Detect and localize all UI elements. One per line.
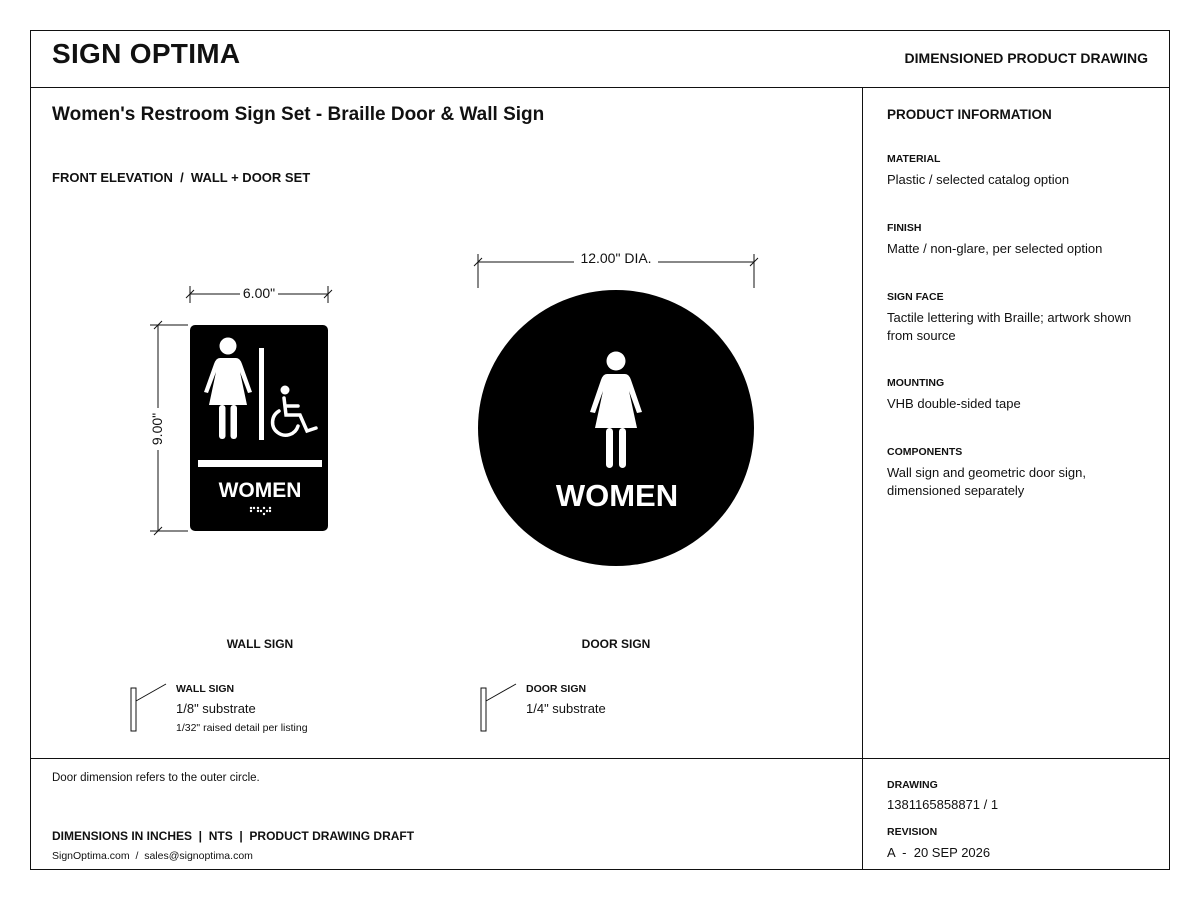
wall-sign-caption: WALL SIGN [226,637,294,651]
wall-detail-label: WALL SIGN [176,683,235,695]
panel-divider [862,87,863,870]
wall-substrate-detail [131,684,166,731]
door-sign [478,290,754,566]
wall-sign-rule [198,460,322,467]
wall-detail-note: 1/32" raised detail per listing [176,722,308,734]
footer-spec: DIMENSIONS IN INCHES | NTS | PRODUCT DRAWING DRAFT [52,829,415,843]
view-label: FRONT ELEVATION / WALL + DOOR SET [52,170,311,185]
revision-label: REVISION [887,826,938,838]
info-value-components: Wall sign and geometric door sign, dimensioned separately [887,465,1086,498]
revision-value: A - 20 SEP 2026 [887,845,991,860]
door-sign-text: WOMEN [555,478,679,513]
drawing-number-value: 1381165858871 / 1 [887,797,999,812]
footer-divider [30,758,1170,759]
info-value-mounting: VHB double-sided tape [887,396,1021,411]
document-type: DIMENSIONED PRODUCT DRAWING [904,50,1148,66]
info-value-material: Plastic / selected catalog option [887,172,1070,187]
drawing-title: Women's Restroom Sign Set - Braille Door & Wall Sign [52,104,545,125]
info-label-material: MATERIAL [887,153,941,165]
door-detail-label: DOOR SIGN [526,683,587,695]
wall-sign [190,325,328,531]
info-label-sign-face: SIGN FACE [887,291,944,303]
footer-note: Door dimension refers to the outer circle. [52,772,260,784]
info-label-components: COMPONENTS [887,446,963,458]
wall-detail-value: 1/8" substrate [176,701,256,716]
door-substrate-detail [481,684,516,731]
info-label-mounting: MOUNTING [887,377,945,389]
footer-contact: SignOptima.com / sales@signoptima.com [52,850,253,862]
drawing-number-label: DRAWING [887,779,938,791]
pictogram-divider [259,348,264,440]
wall-width-dim-label: 6.00" [242,285,276,301]
brand-name: SIGN OPTIMA [52,38,241,69]
wall-sign-text: WOMEN [218,479,302,502]
door-detail-value: 1/4" substrate [526,701,606,716]
info-label-finish: FINISH [887,222,922,234]
info-value-sign-face: Tactile lettering with Braille; artwork shown from source [887,310,1132,343]
door-sign-caption: DOOR SIGN [581,637,651,651]
wall-height-dim-label: 9.00" [149,412,165,446]
door-diameter-dim-label: 12.00" DIA. [580,250,652,266]
info-panel-title: PRODUCT INFORMATION [887,107,1052,122]
info-value-finish: Matte / non-glare, per selected option [887,241,1103,256]
